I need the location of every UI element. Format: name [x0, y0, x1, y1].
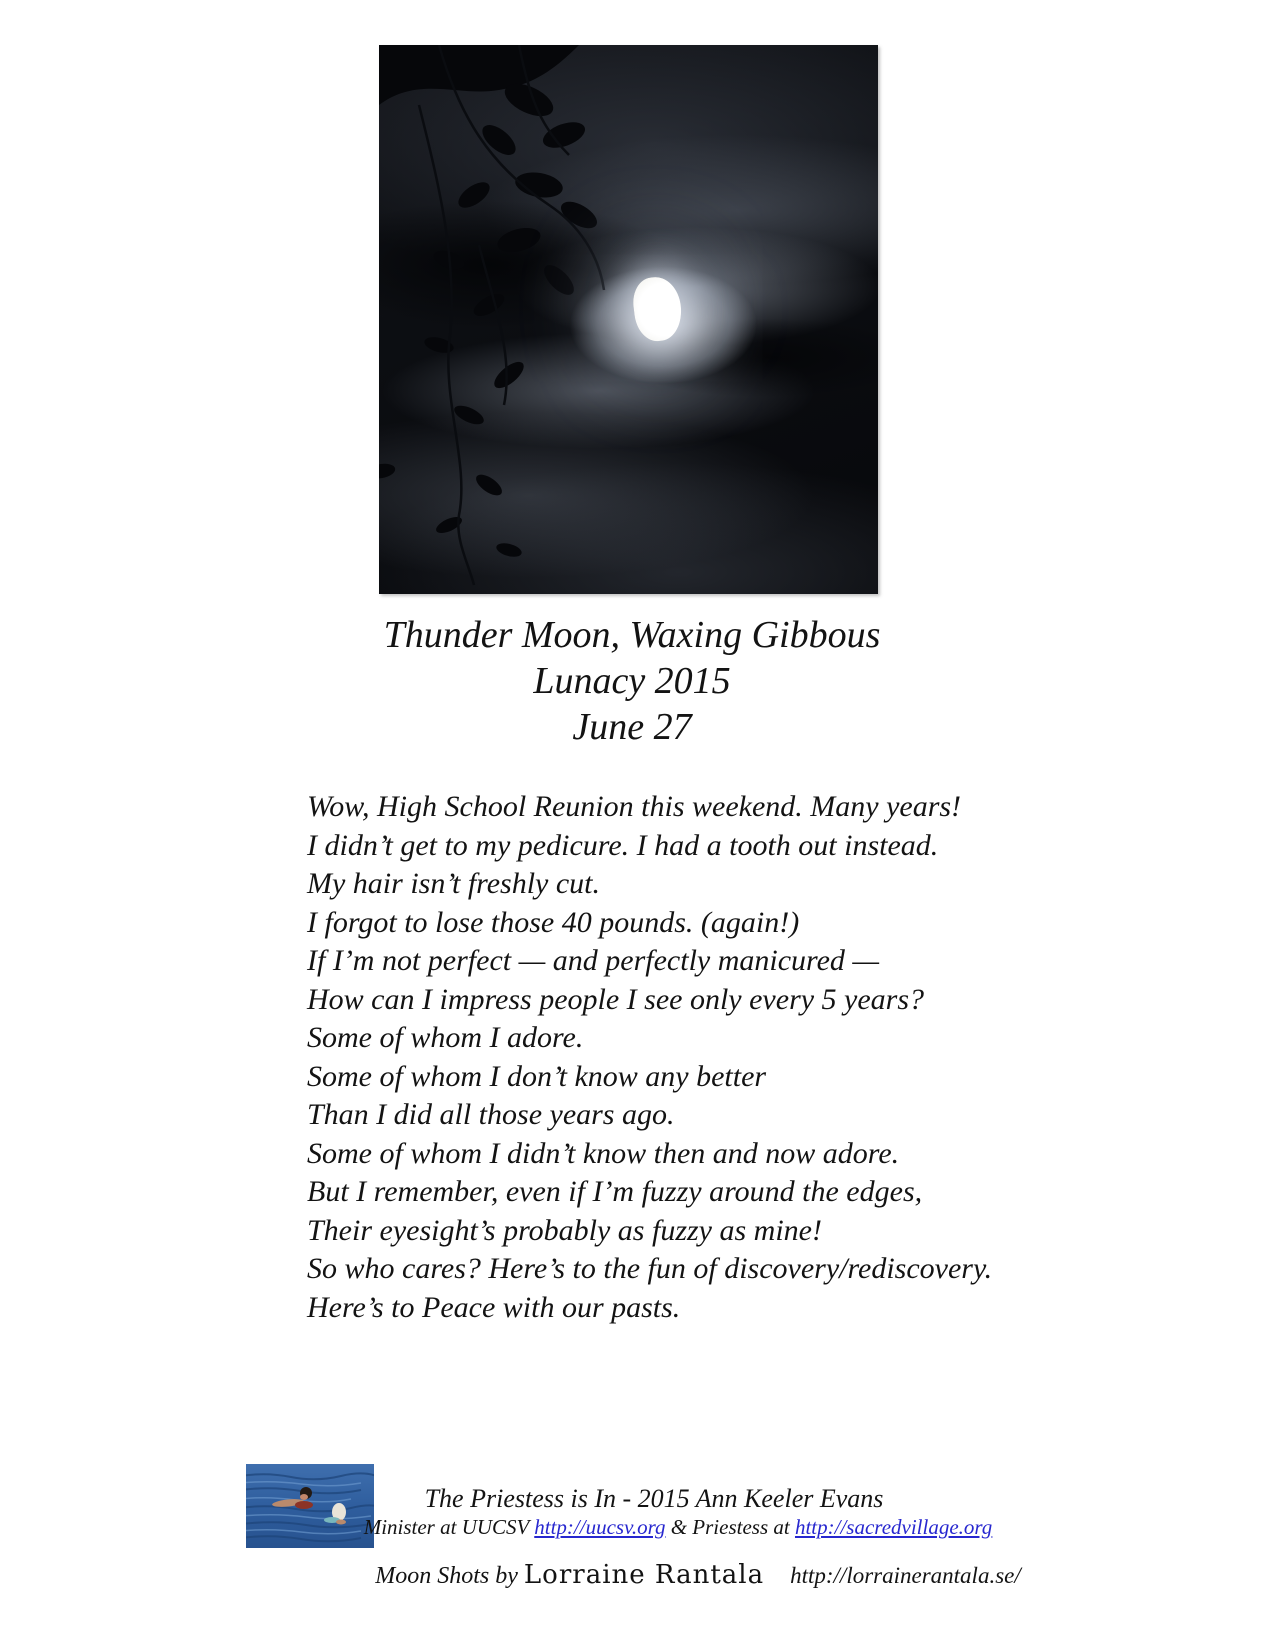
- poem-line: Some of whom I don’t know any better: [307, 1059, 767, 1093]
- swimmers-photo-image: [246, 1464, 374, 1548]
- poem-line: How can I impress people I see only every 5 years?: [307, 982, 925, 1016]
- poem-line: So who cares? Here’s to the fun of discovery/rediscovery.: [307, 1252, 993, 1285]
- photographer-name: Lorraine Rantala: [523, 1560, 765, 1590]
- title-line-2: Lunacy 2015: [533, 660, 731, 702]
- poem-line: I forgot to lose those 40 pounds. (again!): [307, 905, 800, 939]
- minister-prefix-text: Minister at UUCSV: [363, 1515, 535, 1539]
- poem-line: Some of whom I didn’t know then and now adore.: [307, 1136, 900, 1170]
- moon-photo: [379, 45, 878, 594]
- leaf-silhouettes: [379, 45, 679, 594]
- poem: [307, 788, 992, 1327]
- poem-line: But I remember, even if I’m fuzzy around the edges,: [307, 1175, 923, 1208]
- sacredvillage-link[interactable]: http://sacredvillage.org: [794, 1515, 993, 1539]
- poem-line: Their eyesight’s probably as fuzzy as mine!: [307, 1213, 822, 1247]
- poem-line: Wow, High School Reunion this weekend. Many years!: [307, 790, 962, 823]
- uucsv-link[interactable]: http://uucsv.org: [534, 1515, 666, 1539]
- photographer-site-url: http://lorrainerantala.se/: [790, 1563, 1021, 1588]
- title-line-3: June 27: [572, 706, 692, 748]
- title-block: [0, 612, 1264, 750]
- priestess-middle-text: & Priestess at: [665, 1515, 795, 1539]
- poem-line: I didn’t get to my pedicure. I had a tooth out instead.: [307, 828, 939, 862]
- poem-line: If I’m not perfect — and perfectly manicured —: [307, 944, 880, 977]
- poem-line: My hair isn’t freshly cut.: [307, 867, 601, 900]
- footer-minister-line: [364, 1515, 993, 1540]
- poem-line: Than I did all those years ago.: [307, 1098, 675, 1131]
- swimmers-photo: [246, 1464, 374, 1548]
- poem-line: Some of whom I adore.: [307, 1021, 584, 1054]
- poem-line: Here’s to Peace with our pasts.: [307, 1290, 681, 1324]
- title-line-1: Thunder Moon, Waxing Gibbous: [383, 614, 881, 656]
- footer-byline: The Priestess is In - 2015 Ann Keeler Evans: [424, 1484, 884, 1513]
- moonshots-prefix-text: Moon Shots by: [375, 1563, 524, 1589]
- footer-moonshots-line: [375, 1560, 1020, 1590]
